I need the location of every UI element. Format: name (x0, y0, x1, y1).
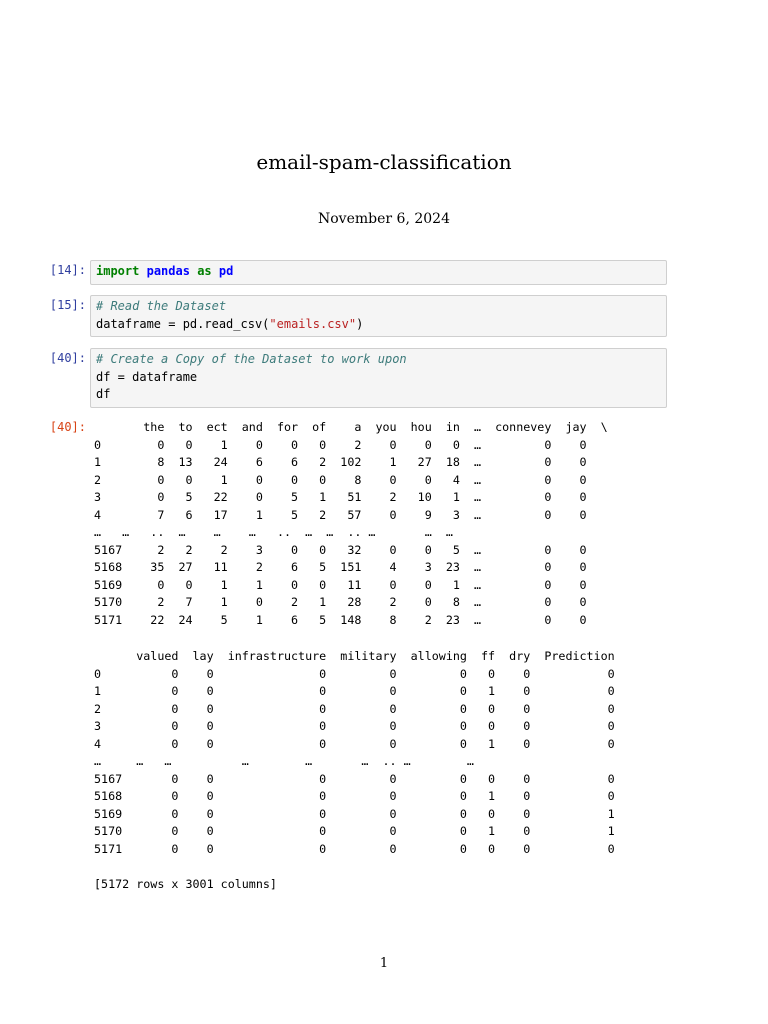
table-row: 5169 0 0 1 1 0 0 11 0 0 1 … 0 0 (94, 577, 587, 592)
table-row: 4 0 0 0 0 0 1 0 0 (94, 736, 615, 751)
document-title: email-spam-classification (256, 150, 512, 174)
table-row: 5167 0 0 0 0 0 0 0 0 (94, 771, 615, 786)
document-date: November 6, 2024 (318, 211, 450, 227)
keyword: import (96, 264, 140, 278)
code-comment: # Read the Dataset (96, 299, 227, 313)
dataframe-output-part1 (94, 419, 608, 629)
cell-prompt-14: [14]: (49, 263, 86, 277)
table-row: 2 0 0 1 0 0 0 8 0 0 4 … 0 0 (94, 472, 587, 487)
alias-name: pd (218, 264, 234, 278)
cell-prompt-15: [15]: (49, 298, 86, 312)
dataframe-shape-summary: [5172 rows x 3001 columns] (94, 877, 277, 891)
table-row: 1 8 13 24 6 6 2 102 1 27 18 … 0 0 (94, 455, 587, 469)
code-cell-40[interactable] (90, 348, 667, 408)
page-number: 1 (379, 956, 389, 971)
code-line: df = dataframe (96, 369, 198, 384)
table-row: 5169 0 0 0 0 0 0 0 1 (94, 806, 615, 821)
table-row: 4 7 6 17 1 5 2 57 0 9 3 … 0 0 (94, 507, 587, 522)
table-row: 0 0 0 0 0 0 0 0 0 (94, 666, 615, 681)
table-header-row: the to ect and for of a you hou in … connevey jay \ (94, 420, 608, 434)
cell-prompt-40: [40]: (49, 351, 86, 365)
table-row: 3 0 0 0 0 0 0 0 0 (94, 719, 615, 733)
table-row: … … .. … … … .. … … .. … … … (94, 525, 453, 539)
table-row: 5168 0 0 0 0 0 1 0 0 (94, 789, 615, 803)
code-line: df (96, 387, 111, 401)
code-line (96, 316, 661, 334)
table-row: 5170 2 7 1 0 2 1 28 2 0 8 … 0 0 (94, 595, 587, 609)
dataframe-output-part2 (94, 648, 615, 858)
table-row: 3 0 5 22 0 5 1 51 2 10 1 … 0 0 (94, 490, 587, 504)
string-literal: "emails.csv" (269, 316, 357, 331)
code-comment: # Create a Copy of the Dataset to work upon (96, 352, 407, 366)
table-row: 1 0 0 0 0 0 1 0 0 (94, 684, 615, 698)
table-row: 0 0 0 1 0 0 0 2 0 0 0 … 0 0 (94, 437, 587, 452)
table-row: … … … … … … .. … … (94, 754, 474, 768)
code-text: dataframe = pd.read_csv( (96, 316, 270, 331)
table-header-row: valued lay infrastructure military allowing ff dry Prediction (94, 649, 615, 663)
table-row: 5168 35 27 11 2 6 5 151 4 3 23 … 0 0 (94, 560, 587, 574)
code-line (96, 263, 661, 281)
output-prompt-40: [40]: (49, 420, 86, 434)
table-row: 5171 0 0 0 0 0 0 0 0 (94, 841, 615, 856)
code-cell-15[interactable] (90, 295, 667, 337)
table-row: 5170 0 0 0 0 0 1 0 1 (94, 824, 615, 838)
keyword: as (197, 264, 212, 278)
module-name: pandas (146, 264, 190, 278)
code-cell-14[interactable] (90, 260, 667, 285)
table-row: 5171 22 24 5 1 6 5 148 8 2 23 … 0 0 (94, 612, 587, 627)
table-row: 5167 2 2 2 3 0 0 32 0 0 5 … 0 0 (94, 542, 587, 557)
table-row: 2 0 0 0 0 0 0 0 0 (94, 701, 615, 716)
code-text: ) (356, 316, 364, 331)
